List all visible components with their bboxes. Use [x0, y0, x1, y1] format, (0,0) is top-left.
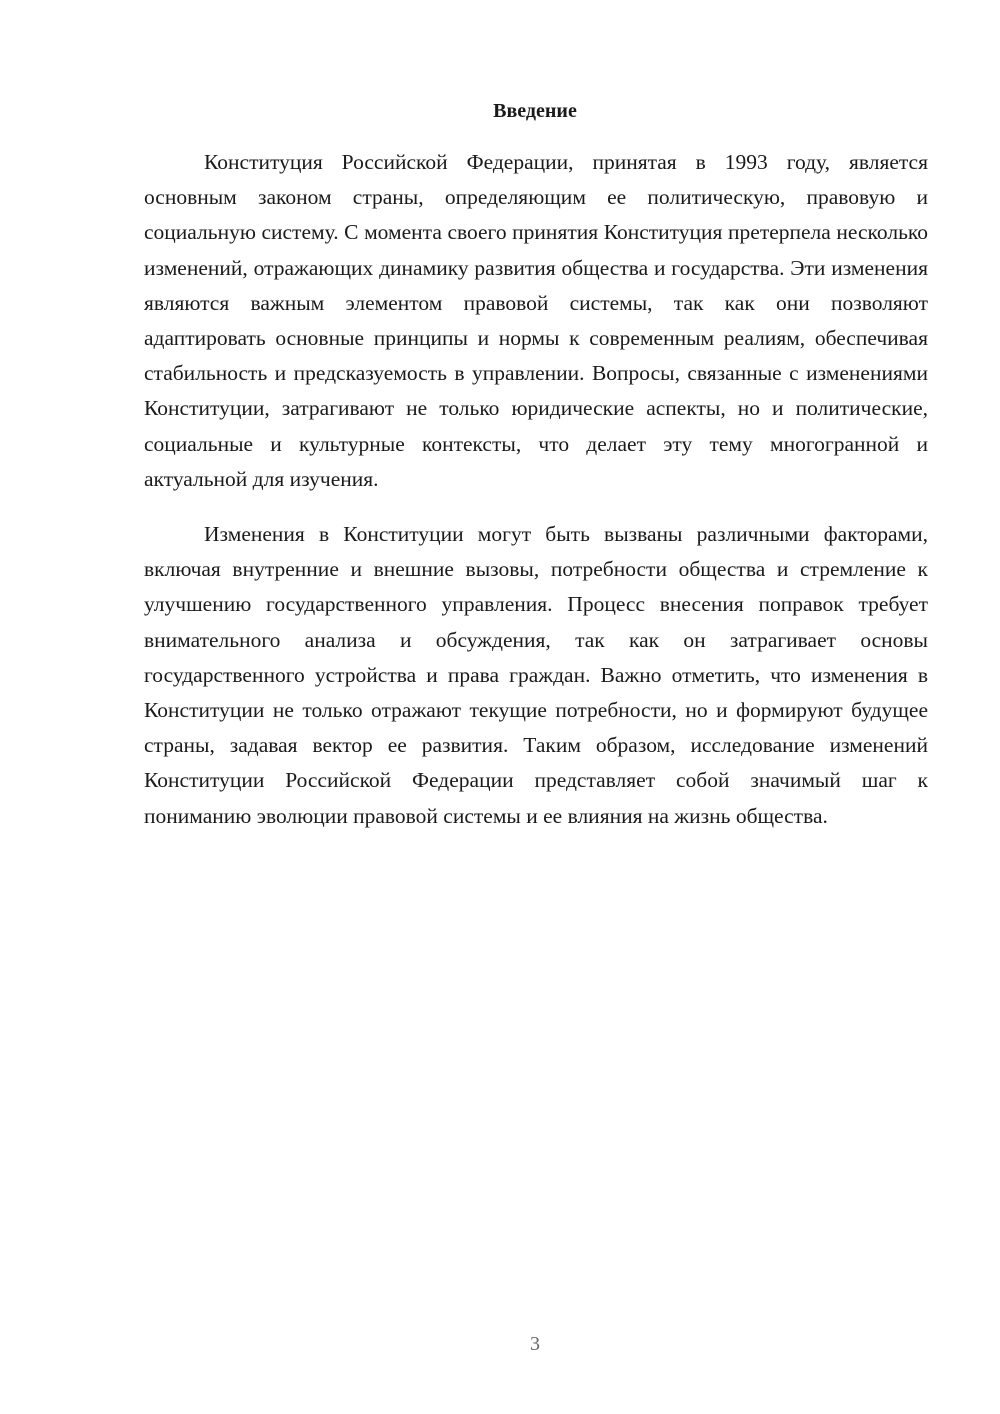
- page-number: 3: [530, 1333, 540, 1355]
- document-body: [144, 145, 928, 834]
- paragraph-2: Изменения в Конституции могут быть вызваны различными факторами, включая внутренние и внешние вызовы, потребности общества и стремление к улучшению государственного управления. Процесс внесения поправок требует внимательного анализа и обсуждения, так как он затрагивает основы государственного устройства и права граждан. Важно отметить, что изменения в Конституции не только отражают текущие потребности, но и формируют будущее страны, задавая вектор ее развития. Таким образом, исследование изменений Конституции Российской Федерации представляет собой значимый шаг к пониманию эволюции правовой системы и ее влияния на жизнь общества.: [144, 522, 928, 828]
- section-title: Введение: [493, 100, 577, 122]
- paragraph-1: Конституция Российской Федерации, принятая в 1993 году, является основным законом страны, определяющим ее политическую, правовую и социальную систему. С момента своего принятия Конституция претерпела несколько изменений, отражающих динамику развития общества и государства. Эти изменения являются важным элементом правовой системы, так как они позволяют адаптировать основные принципы и нормы к современным реалиям, обеспечивая стабильность и предсказуемость в управлении. Вопросы, связанные с изменениями Конституции, затрагивают не только юридические аспекты, но и политические, социальные и культурные контексты, что делает эту тему многогранной и актуальной для изучения.: [144, 150, 928, 491]
